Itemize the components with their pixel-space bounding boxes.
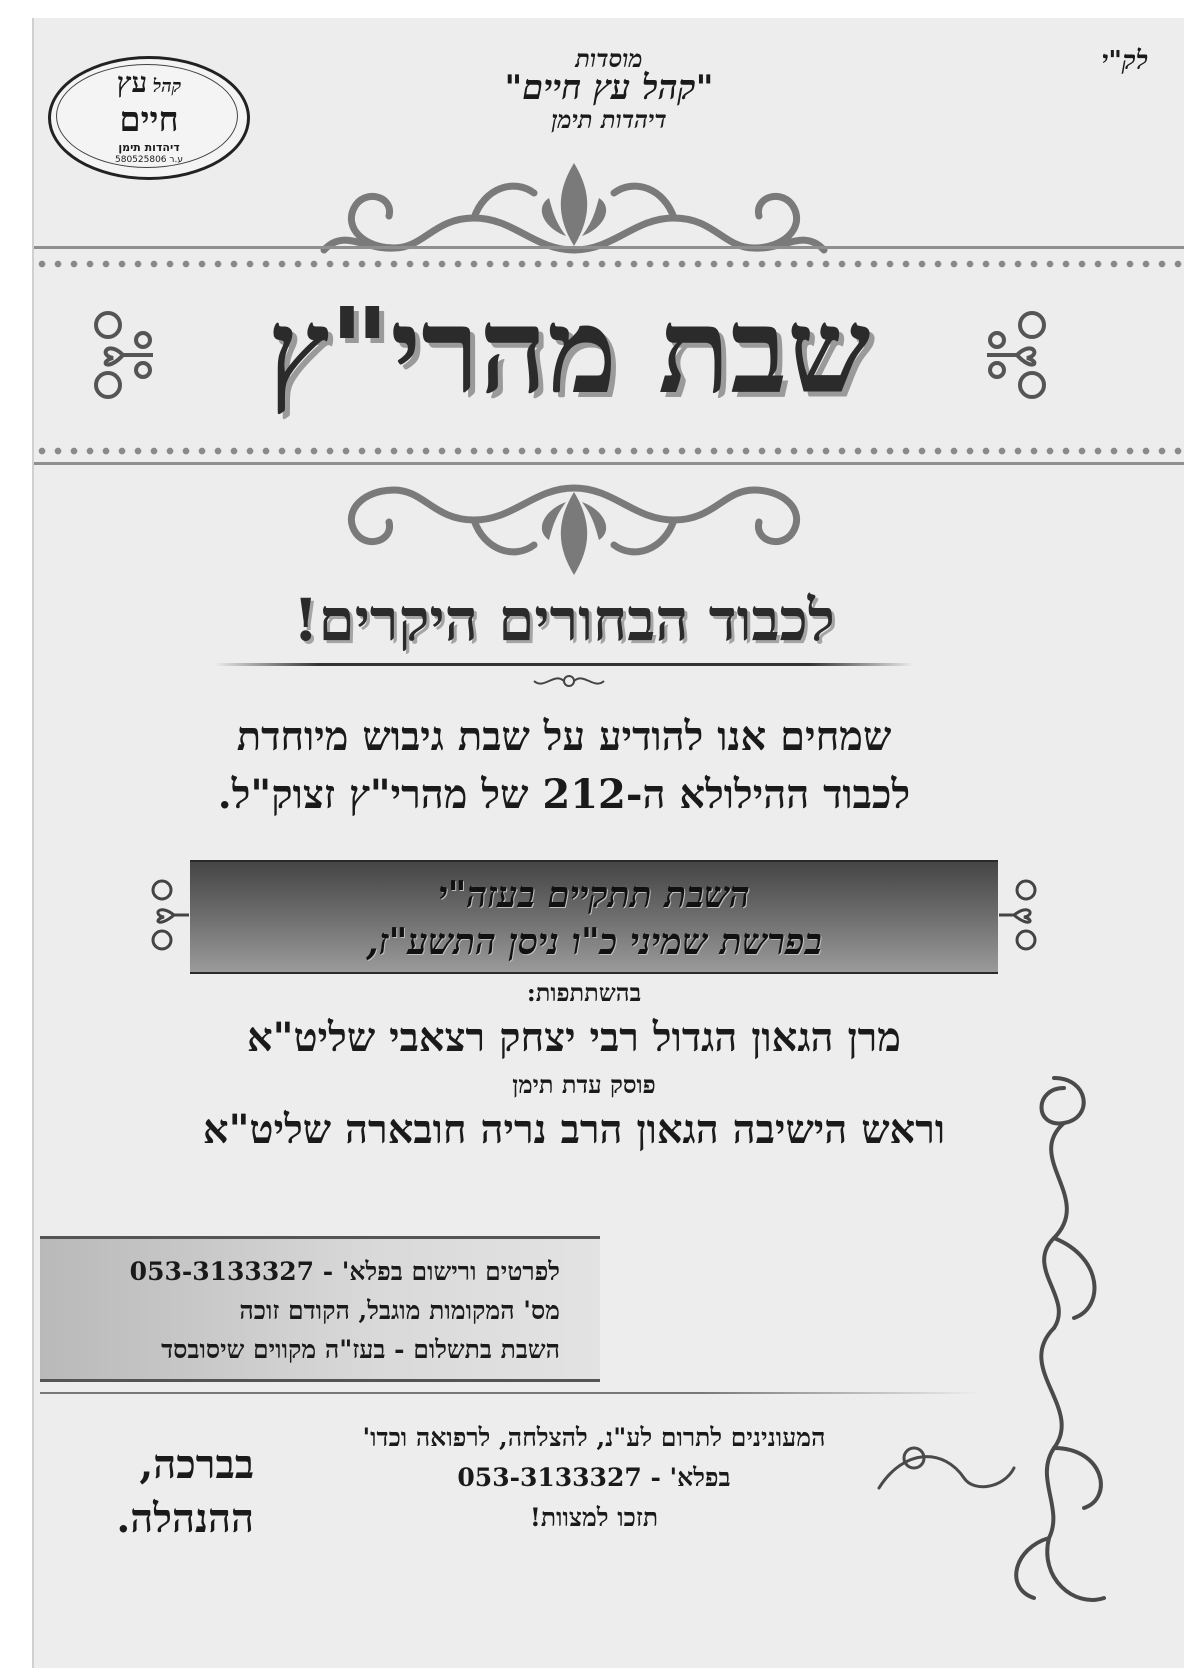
side-flourish [994, 1068, 1134, 1628]
intro-line-1: שמחים אנו להודיע על שבת גיבוש מיוחדת [236, 713, 892, 760]
details-line-2: מס' המקומות מוגבל, הקודם זוכה [239, 1295, 560, 1325]
bottom-divider [40, 1392, 980, 1394]
intro-text [134, 708, 994, 824]
org-sub: דיהדות תימן [551, 104, 667, 134]
title-ornament-right [982, 300, 1052, 410]
title-ornament-left [88, 300, 158, 410]
date-banner [190, 860, 998, 974]
rabbi-1-title: פוסק עדת תימן [512, 1070, 656, 1099]
logo-subtext: דיהדות תימן [118, 141, 180, 154]
subtitle-underline [214, 663, 914, 666]
org-logo [48, 56, 250, 180]
details-box [40, 1236, 600, 1382]
top-ornament [304, 158, 844, 258]
signature [54, 1438, 254, 1546]
banner-ornament-right [998, 870, 1044, 960]
subtitle: לכבוד הבחורים היקרים! [293, 586, 835, 654]
subtitle-flourish [529, 670, 609, 692]
corner-blessing: לק"י [1101, 46, 1148, 76]
logo-text-kahal: קהל [152, 76, 182, 97]
bottom-flourish [874, 1428, 1024, 1508]
details-line-3: השבת בתשלום - בעז"ה מקווים שיסובסד [161, 1334, 560, 1364]
signature-line-1: בברכה, [139, 1441, 254, 1488]
banner-ornament-left [144, 870, 190, 960]
details-line-1: לפרטים ורישום בפלא' - 053-3133327 [129, 1257, 560, 1286]
participants-label: בהשתתפות: [526, 978, 642, 1007]
banner-line-2: בפרשת שמיני כ"ו ניסן התשע"ז, [366, 920, 822, 963]
banner-line-1: השבת תתקיים בעזה"י [438, 874, 750, 916]
donation-text [274, 1418, 914, 1538]
donation-line-2: בפלא' - 053-3133327 [457, 1463, 731, 1492]
intro-line-2: לכבוד ההילולא ה-212 של מהרי"ץ זצוק"ל. [217, 771, 911, 818]
logo-text-etz: עץ [116, 66, 148, 99]
rabbi-1: מרן הגאון הגדול רבי יצחק רצאבי שליט"א [246, 1014, 902, 1061]
org-label: מוסדות [575, 44, 643, 73]
rabbi-2: וראש הישיבה הגאון הרב נריה חובארה שליט"א [202, 1106, 946, 1153]
main-title: שבת מהרי"ץ [267, 281, 871, 420]
donation-line-1: המעונינים לתרום לע"נ, להצלחה, לרפואה וכדו' [362, 1423, 826, 1452]
signature-line-2: ההנהלה. [116, 1495, 254, 1542]
donation-line-3: תזכו למצוות! [529, 1503, 659, 1532]
bottom-ornament [304, 480, 844, 580]
logo-registration: 580525806 ע.ר [115, 155, 183, 165]
org-name: "קהל עץ חיים" [504, 68, 714, 109]
logo-text-chaim: חיים [119, 100, 179, 140]
flyer-sheet [32, 18, 1184, 1668]
org-header [409, 46, 809, 132]
